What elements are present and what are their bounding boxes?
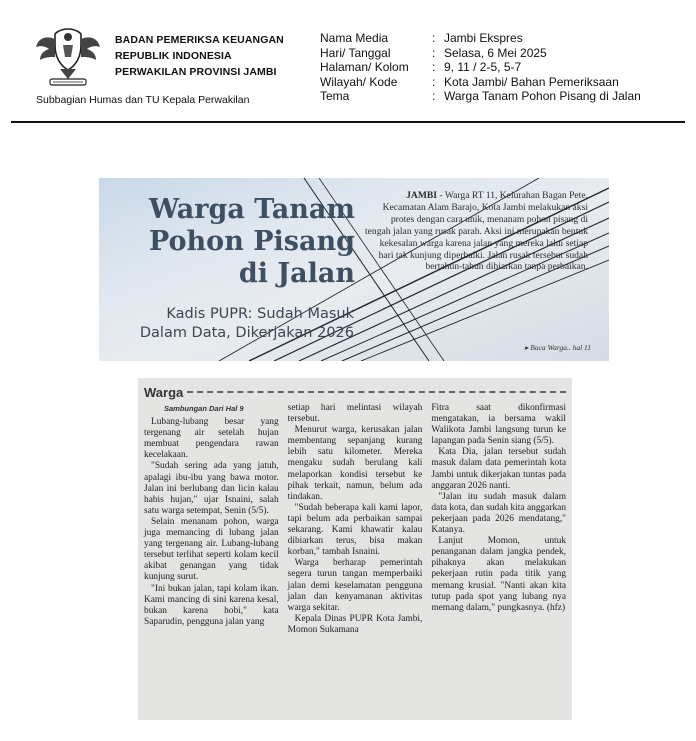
meta-value: 9, 11 / 2-5, 5-7	[444, 60, 522, 75]
meta-colon: :	[432, 74, 436, 89]
meta-row-region	[320, 75, 641, 90]
subtitle-line: Kadis PUPR: Sudah Masuk	[166, 306, 354, 322]
meta-key: Wilayah/ Kode	[320, 74, 398, 89]
headline-line: Warga Tanam	[148, 194, 355, 225]
continuation-clipping	[138, 378, 572, 720]
continuation-kicker: Sambungan Dari Hal 9	[164, 404, 244, 413]
agency-line: PERWAKILAN PROVINSI JAMBI	[115, 66, 277, 78]
article-paragraph: Selain menanam pohon, warga juga memancing di lubang jalan yang tergenang air. Lubang-lubang tersebut terlihat seperti kolam kecil akibat genangan yang tidak kunjung surut.	[144, 516, 279, 583]
article-column-1	[144, 403, 279, 716]
subtitle-line: Dalam Data, Dikerjakan 2026	[139, 325, 354, 341]
meta-key: Nama Media	[320, 31, 389, 45]
agency-name	[115, 32, 284, 80]
meta-colon: :	[432, 60, 436, 75]
article-columns	[144, 403, 566, 716]
lead-dateline: JAMBI	[406, 190, 438, 201]
article-paragraph: Lubang-lubang besar yang tergenang air setelah hujan membuat pengendara rawan kecelakaan.	[144, 417, 279, 461]
article-paragraph: Lanjut Momon, untuk penanganan dalam jangka pendek, pihaknya akan melakukan pekerjaan rutin pada titik yang memang krusial. "Nanti akan kita tutup pada spot yang lubang nya memang dalam," pungkasnya. (hfz)	[431, 536, 567, 613]
article-paragraph: Warga berharap pemerintah segera turun tangan memperbaiki jalan demi keselamatan pengguna jalan dan kenyamanan aktivitas warga sekitar.	[287, 558, 423, 613]
article-column-2	[288, 403, 423, 716]
meta-key: Halaman/ Kolom	[320, 60, 409, 75]
meta-row-page	[320, 60, 641, 75]
meta-row-media	[320, 31, 641, 46]
subbagian-label: Subbagian Humas dan TU Kepala Perwakilan	[36, 94, 250, 106]
article-paragraph: Fitra saat dikonfirmasi mengatakan, ia bersama wakil Walikota Jambi langsung turun ke lapangan pada Senin siang (5/5).	[431, 403, 567, 447]
section-dash-rule	[187, 391, 566, 393]
meta-value: Warga Tanam Pohon Pisang di Jalan	[444, 89, 641, 104]
article-paragraph: "Sudah sering ada yang jatuh, apalagi ibu-ibu yang bawa motor. Jalan ini berlubang dan licin kalau habis hujan," ujar Isnaini, salah satu warga setempat, Senin (5/5).	[144, 461, 279, 516]
section-header	[144, 383, 566, 401]
meta-colon: :	[432, 89, 436, 104]
bpk-garuda-logo-icon	[33, 25, 103, 91]
continued-reference: ▸ Baca Warga.. hal 11	[524, 343, 591, 352]
headline-line: di Jalan	[238, 258, 355, 289]
article-paragraph: setiap hari melintasi wilayah tersebut.	[287, 403, 423, 425]
header-divider	[11, 121, 685, 123]
headline-clipping	[99, 178, 609, 361]
article-paragraph: "Sudah beberapa kali kami lapor, tapi belum ada perbaikan sampai sekarang. Kami khawatir kalau dibiarkan terus, bisa makan korban," tambah Isnaini.	[287, 502, 423, 558]
article-paragraph: "Jalan itu sudah masuk dalam data kota, dan sudah kita anggarkan pekerjaan pada 2026 mendatang," Katanya.	[431, 491, 567, 536]
headline-title	[105, 194, 355, 290]
headline-subtitle	[109, 305, 354, 343]
agency-line: REPUBLIK INDONESIA	[115, 50, 232, 62]
meta-colon: :	[432, 45, 436, 60]
meta-colon: :	[432, 31, 436, 45]
meta-key: Tema	[320, 89, 350, 104]
media-metadata-table	[320, 31, 641, 104]
meta-key: Hari/ Tanggal	[320, 45, 391, 60]
lead-text: - Warga RT 11, Kelurahan Bagan Pete, Kecamatan Alam Barajo, Kota Jambi melakukan aksi protes dengan cara unik, menanam pohon pisang di tengah jalan yang rusak parah. Aksi ini merupakan bentuk kekesalan warga karena jalan yang mereka lalui setiap hari tak kunjung diperbaiki. Jalan rusak tersebut sudah bertahun-tahun dibiarkan tanpa perbaikan.	[365, 190, 588, 273]
article-paragraph: Menurut warga, kerusakan jalan membentang sepanjang kurang lebih satu kilometer. Mereka mengaku sudah berulang kali melaporkan kondisi tersebut ke pihak terkait, namun, belum ada tindakan.	[287, 425, 423, 502]
section-title: Warga	[144, 384, 184, 400]
article-paragraph: "Ini bukan jalan, tapi kolam ikan. Kami mancing di sini karena kesal, bukan karena hobi," kata Saparudin, pengguna jalan yang	[144, 583, 279, 627]
meta-value: Jambi Ekspres	[444, 31, 523, 45]
article-paragraph: Kata Dia, jalan tersebut sudah masuk dalam data pemerintah kota Jambi untuk dikerjakan tuntas pada anggaran 2026 nanti.	[431, 447, 567, 491]
lead-paragraph	[363, 190, 588, 273]
headline-line: Pohon Pisang	[148, 226, 355, 257]
meta-row-date	[320, 46, 641, 61]
meta-value: Kota Jambi/ Bahan Pemeriksaan	[444, 74, 619, 89]
meta-value: Selasa, 6 Mei 2025	[444, 45, 547, 60]
article-paragraph: Kepala Dinas PUPR Kota Jambi, Momon Sukamana	[287, 613, 423, 635]
meta-row-theme	[320, 89, 641, 104]
agency-line: BADAN PEMERIKSA KEUANGAN	[115, 34, 284, 46]
article-column-3	[431, 403, 566, 716]
